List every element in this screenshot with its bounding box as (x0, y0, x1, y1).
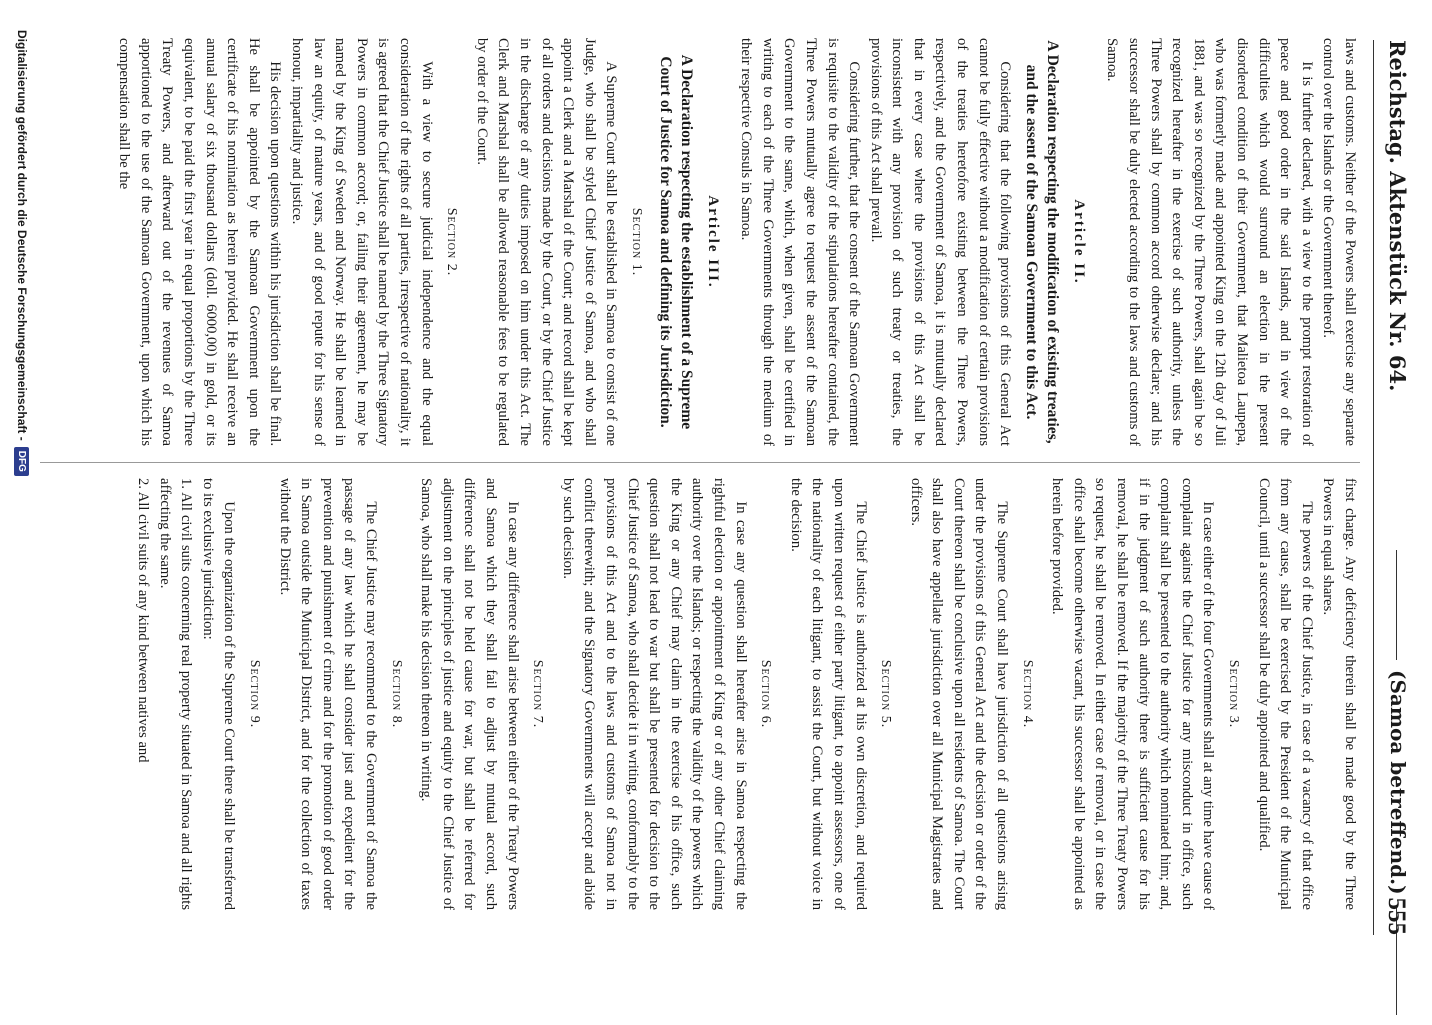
section-heading: Section 6. (758, 659, 774, 729)
article-heading: Article III. (704, 195, 721, 289)
paragraph: The powers of the Chief Justice, in case of a vacancy of that office from any cause, shall be exercised by the President of the Municipal Council, until a successor shall be duly appointed and qualified. (1255, 478, 1315, 910)
paragraph: With a view to secure judicial independence and the equal consideration of the rights of all parties, irrespective of nationality, it is agreed that the Chief Justice shall be named by the Three Signatory Powers in common accord; or, failing their agreement, he may be named by the King of Sweden and Norway. He shall be learned in law an equity, of mature years, and of good repute for his sense of honour, impartiality and justice. (289, 38, 435, 446)
paragraph: Considering that the following provisions of this General Act cannot be fully effective without a modification of certain provisions of the treaties heretofore existing between the Three Powers, respectively, and the Government of Samoa, it is mutually declared that in every case where the provisions of this Act shall be inconsistent with any provision of such treaty or treaties, the provisions of this Act shall prevail. (867, 38, 1014, 446)
header-subject (1386, 540, 1410, 1025)
paragraph: The Chief Justice may recommend to the Government of Samoa the passage of any law which he shall consider just and expedient for the prevention and punishment of crime and for the promotion of good order in Samoa outside the Municipal District, and for the collection of taxes without the District. (276, 478, 380, 910)
section-heading: Section 8. (388, 659, 404, 729)
paragraph: The Chief Justice is authorized at his own discretion, and required upon written request of either party litigant, to appoint assessors, one of the nationality of each litigant, to assist the Court, but without voice in the decision. (787, 478, 869, 910)
running-header (1373, 40, 1414, 935)
paragraph: laws and customs. Neither of the Powers shall exercise any separate control over the Islands or the Government thereof. (1320, 38, 1358, 446)
section-heading: Section 4. (1019, 659, 1035, 729)
left-column (40, 38, 1360, 446)
section-heading: Section 3. (1226, 659, 1242, 729)
paragraph: The Supreme Court shall have jurisdiction of all questions arising under the provisions of this General Act and the decision or order of the Court thereon shall be conclusive upon all residents of Samoa. The Court shall also have appellate jurisdiction over all Municipal Magistrates and officers. (907, 478, 1011, 910)
paragraph: Upon the organization of the Supreme Court there shall be transferred to its exclusive jurisdiction: (199, 478, 238, 910)
dfg-logo-badge: DFG (15, 447, 30, 476)
credit-text: Digitalisierung gefördert durch die Deutsche Forschungsgemeinschaft - (15, 30, 29, 441)
article-title: A Declaration respecting the establishment of a Supreme Court of Justice for Samoa and defining its Jurisdiction. (656, 54, 695, 430)
page-number: 555 (1383, 897, 1410, 935)
section-heading: Section 7. (530, 659, 546, 729)
section-heading: Section 5. (878, 659, 894, 729)
article-title: A Declaration respecting the modification of existing treaties, and the assent of the Samoan Government to this Act. (1023, 40, 1062, 444)
article-heading: Article II. (1070, 199, 1087, 285)
header-title: Reichstag. Aktenstück Nr. 64. (1385, 40, 1410, 392)
section-heading: Section 2. (444, 207, 460, 277)
list-item: 2. All civil suits of any kind between natives and (135, 478, 152, 763)
paragraph: A Supreme Court shall be established in Samoa to consist of one Judge, who shall be styled Chief Justice of Samoa, and who shall appoint a Clerk and a Marshal of the Court; and record shall be kept of all orders and decisions made by the Court, or by the Chief Justice in the discharge of any duties imposed on him under this Act. The Clerk and Marshal shall be allowed reasonable fees to be regulated by order of the Court. (473, 38, 620, 446)
section-heading: Section 1. (628, 207, 644, 277)
paragraph: It is further declared, with a view to the prompt restoration of peace and good order in the said Islands, and in view of the difficulties which would surround an election in the present disordered condition of their Government, that Malietoa Laupepa, who was formerly made and appointed King on the 12th day of Juli 1881, and was so recognized by the Three Powers, shall again be so recognized hereafter in the exercise of such authority, unless the Three Powers shall by common accord otherwise declare; and his successor shall be duly elected according to the laws and customs of Samoa. (1104, 38, 1315, 446)
paragraph: first charge. Any deficiency therein shall be made good by the Three Powers in equal shares. (1320, 478, 1358, 910)
column-divider (40, 462, 1360, 463)
paragraph: Considering further, that the consent of the Samoan Government is requisite to the validity of the stipulations hereafter contained, the Three Powers mutually agree to request the assent of the Samoan Government to the same, which, when given, shall be certified in writing to each of the Three Governments through the medium of their respective Consuls in Samoa. (738, 38, 863, 446)
paragraph: His decision upon questions within his jurisdiction shall be final. He shall be appointed by the Samoan Government upon the certificate of his nomination as herein provided. He shall receive an annual salary of six thousand dollars (doll. 6000,00) in gold, or its equivalent, to be paid the first year in equal proportions by the Three Treaty Powers, and afterward out of the revenues of Samoa apportioned to the use of the Samoan Government, upon which his compensation shall be the (116, 38, 284, 446)
paragraph: In case either of the four Governments shall at any time have cause of complaint against the Chief Justice for any misconduct in office, such complaint shall be presented to the authority which nominated him; and, if in the judgment of such authority there is sufficient cause for his removal, he shall be removed. If the majority of the Three Treaty Powers so request, he shall be removed. In either case of removal, or in case the office shall become otherwise vacant, his successor shall be appointed as herein before provided. (1049, 478, 1217, 910)
paragraph: In case any question shall hereafter arise in Samoa respecting the rightful election or appointment of King or of any other Chief claiming authority over the Islands; or respecting the validity of the powers which the King or any Chief may claim in the exercise of his office, such question shall not lead to war but shall be presented for decision to the Chief Justice of Samoa, who shall decide it in writing, conformably to the provisions of this Act and to the laws and customs of Samoa not in conflict therewith; and the Signatory Governments will accept and abide by such decision. (559, 478, 749, 910)
section-heading: Section 9. (247, 659, 263, 729)
digitization-credit (7, 30, 37, 550)
right-column (40, 478, 1360, 910)
header-subject-text: (Samoa betreffend.) (1386, 670, 1410, 895)
list-item: 1. All civil suits concerning real property situated in Samoa and all rights affecting the same. (156, 478, 195, 910)
paragraph: In case any difference shall arise between either of the Treaty Powers and Samoa which they shall fail to adjust by mutual accord, such difference shall not be held cause for war, but shall be referred for adjustment on the principles of justice and equity to the Chief Justice of Samoa, who shall make his decision thereon in writing. (418, 478, 521, 910)
